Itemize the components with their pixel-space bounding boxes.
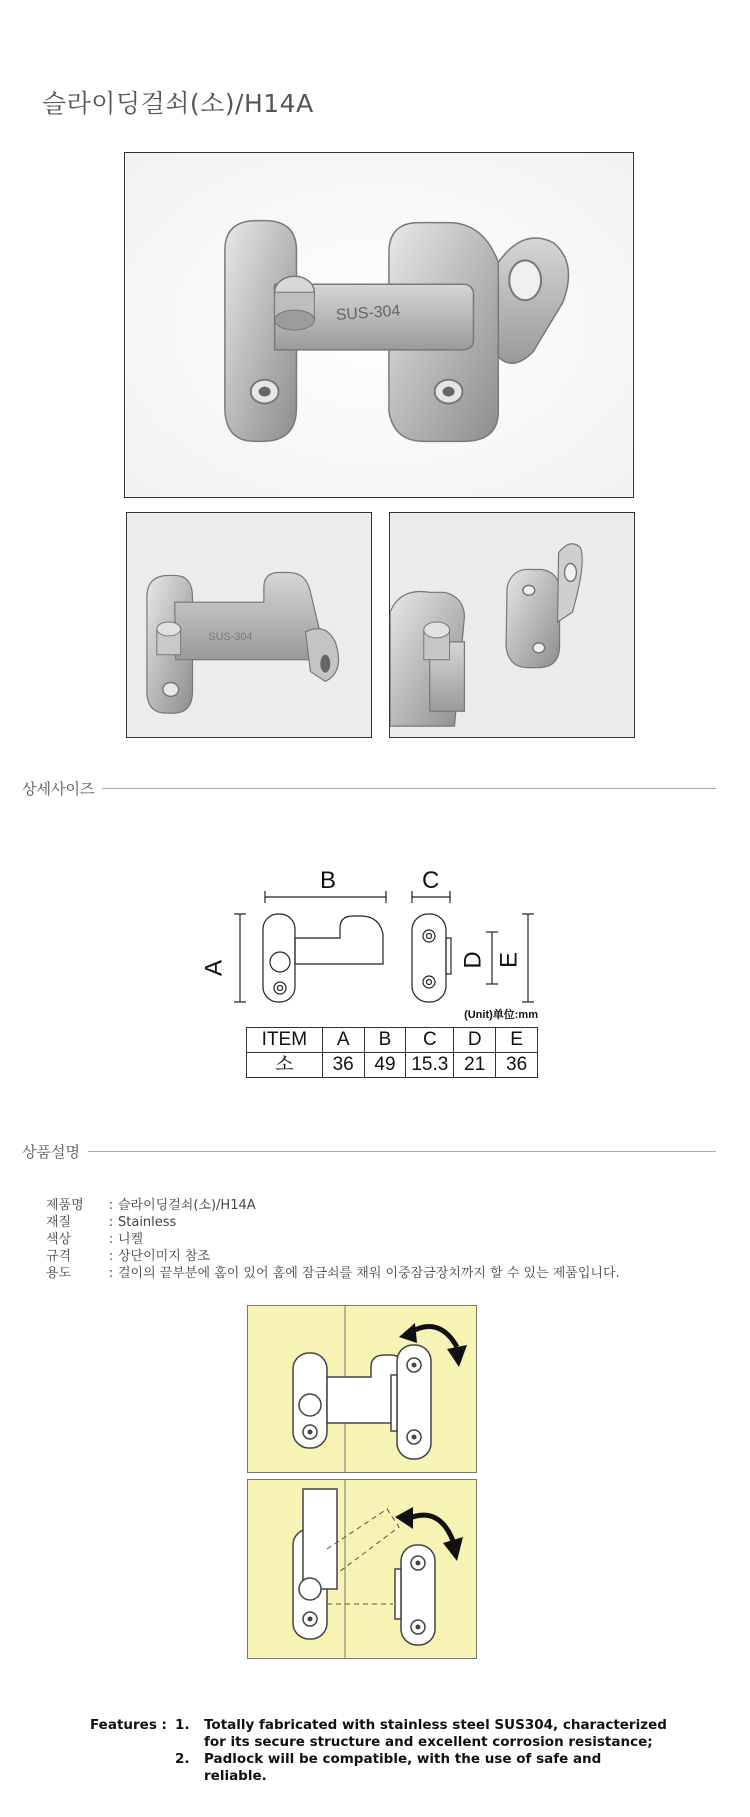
table-header-cell: D: [454, 1028, 496, 1053]
feature-number: 2.: [175, 1751, 190, 1767]
usage-illustration-open: [247, 1479, 477, 1659]
feature-item: [90, 1751, 667, 1768]
spec-value: Stainless: [118, 1215, 177, 1230]
table-header-cell: B: [364, 1028, 406, 1053]
table-row: [247, 1053, 538, 1078]
spec-value: 니켈: [118, 1232, 144, 1247]
dimension-label-c: C: [422, 867, 440, 894]
dimension-label-a: A: [200, 959, 228, 977]
spec-row-color: 색상 : 니켈: [46, 1232, 144, 1247]
feature-continuation: [90, 1768, 667, 1785]
feature-text: Totally fabricated with stainless steel SUS304, characterized: [204, 1717, 667, 1733]
latch-parts-illustration: [390, 513, 634, 737]
spec-label: 재질: [46, 1215, 72, 1230]
spec-value: 슬라이딩걸쇠(소)/H14A: [118, 1198, 256, 1213]
page-title: 슬라이딩걸쇠(소)/H14A: [42, 89, 314, 118]
spec-label: 용도: [46, 1266, 72, 1281]
table-header-cell: A: [322, 1028, 364, 1053]
section-title-description: 상품설명: [22, 1142, 80, 1161]
features-list: [90, 1717, 667, 1785]
dimension-drawing: [200, 862, 540, 1022]
usage-illustration-closed: [247, 1305, 477, 1473]
table-cell: 21: [454, 1053, 496, 1078]
spec-label: 색상: [46, 1232, 72, 1247]
feature-item: [90, 1717, 667, 1734]
latch-photo-illustration: [125, 153, 633, 497]
dimension-diagram: [200, 862, 540, 1022]
section-title-size: 상세사이즈: [22, 779, 95, 798]
spec-value: 걸이의 끝부분에 홈이 있어 홈에 잠금쇠를 채워 이중잠금장치까지 할 수 있는 제품입니다.: [118, 1266, 620, 1281]
section-header-description: [22, 1140, 716, 1162]
table-cell: 15.3: [406, 1053, 454, 1078]
latch-open-diagram: [247, 1479, 477, 1659]
table-header-cell: C: [406, 1028, 454, 1053]
section-divider: [88, 1151, 716, 1152]
table-cell: 49: [364, 1053, 406, 1078]
spec-label: 규격: [46, 1249, 72, 1264]
unit-note: (Unit)单位:mm: [464, 1009, 538, 1021]
latch-closed-diagram: [247, 1305, 477, 1473]
section-header-size: [22, 777, 716, 799]
dimension-label-e: E: [495, 951, 523, 969]
thumbnail-photo-2: [389, 512, 635, 738]
feature-continuation: [90, 1734, 667, 1751]
spec-value: 상단이미지 참조: [118, 1249, 211, 1264]
table-cell: 소: [247, 1053, 323, 1078]
stamp-text: SUS-304: [335, 302, 401, 325]
feature-text: reliable.: [204, 1768, 267, 1784]
feature-number: 1.: [175, 1717, 190, 1733]
dimensions-table: [246, 1027, 538, 1078]
table-header-cell: ITEM: [247, 1028, 323, 1053]
thumbnail-photo-1: [126, 512, 372, 738]
dimension-label-d: D: [459, 951, 487, 969]
thumbnail-stamp-text: SUS-304: [208, 630, 253, 643]
spec-row-material: 재질 : Stainless: [46, 1215, 177, 1230]
latch-side-view-illustration: [127, 513, 371, 737]
section-divider: [102, 788, 716, 789]
table-cell: 36: [496, 1053, 538, 1078]
spec-row-size: 규격 : 상단이미지 참조: [46, 1249, 211, 1264]
dimension-label-b: B: [320, 867, 337, 894]
feature-text: for its secure structure and excellent corrosion resistance;: [204, 1734, 653, 1750]
spec-list: [46, 1197, 620, 1282]
table-header-row: [247, 1028, 538, 1053]
table-header-cell: E: [496, 1028, 538, 1053]
features-label: Features :: [90, 1717, 167, 1733]
spec-row-usage: 용도 : 걸이의 끝부분에 홈이 있어 홈에 잠금쇠를 채워 이중잠금장치까지 할 수 있는 제품입니다.: [46, 1266, 620, 1281]
feature-text: Padlock will be compatible, with the use of safe and: [204, 1751, 602, 1767]
table-cell: 36: [322, 1053, 364, 1078]
main-product-photo: [124, 152, 634, 498]
spec-label: 제품명: [46, 1198, 84, 1213]
spec-row-name: 제품명 : 슬라이딩걸쇠(소)/H14A: [46, 1198, 256, 1213]
